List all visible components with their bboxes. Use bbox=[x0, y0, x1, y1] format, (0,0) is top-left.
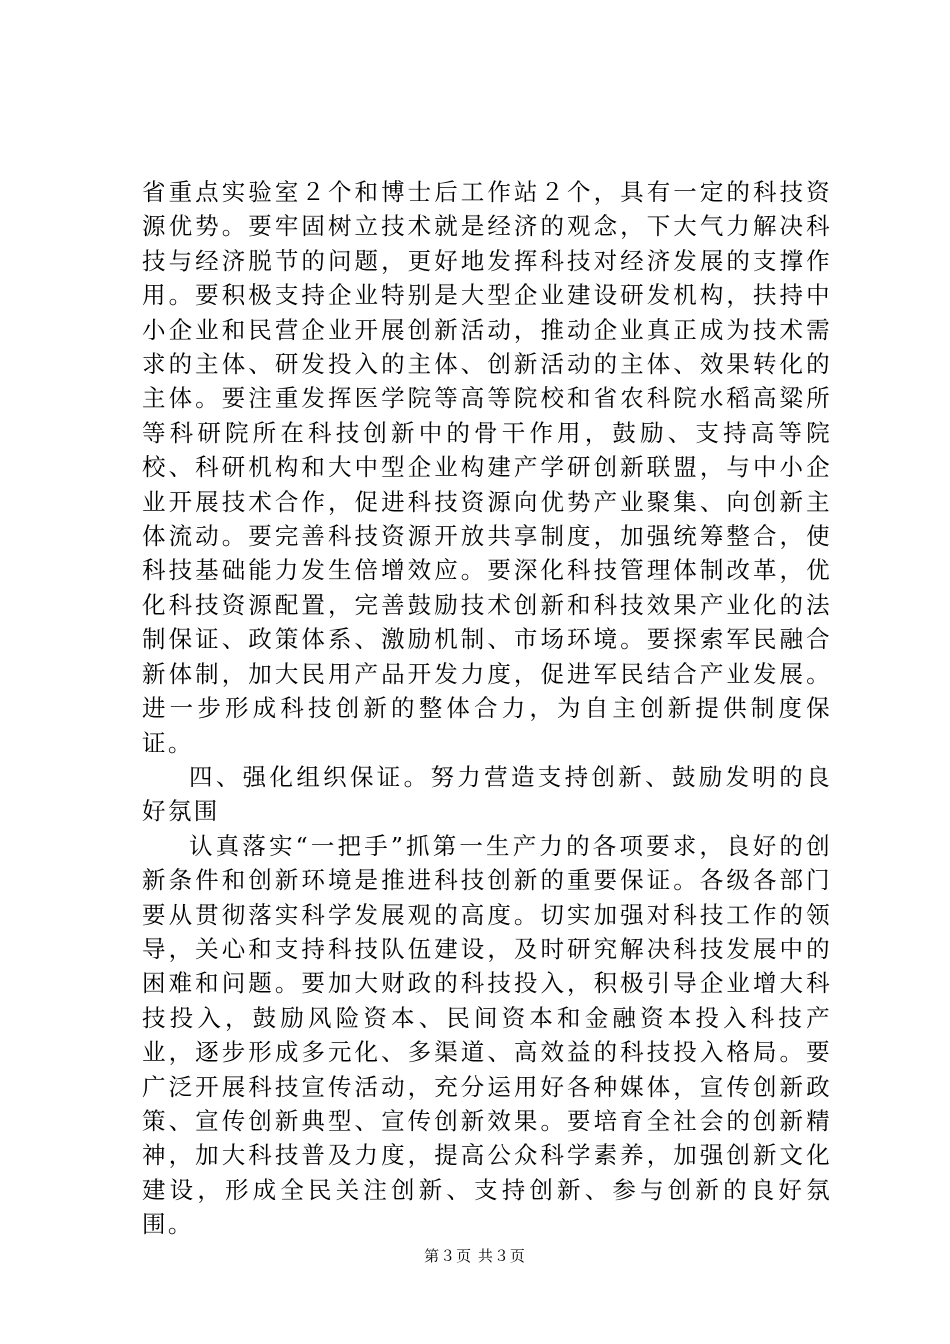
paragraph-innovation-environment: 认真落实“一把手”抓第一生产力的各项要求，良好的创新条件和创新环境是推进科技创新的重要保证。各级各部门要从贯彻落实科学发展观的高度。切实加强对科技工作的领导，关心和支持科技队伍建设，及时研究解决科技发展中的困难和问题。要加大财政的科技投入，积极引导企业增大科技投入，鼓励风险资本、民间资本和金融资本投入科技产业，逐步形成多元化、多渠道、高效益的科技投入格局。要广泛开展科技宣传活动，充分运用好各种媒体，宣传创新政策、宣传创新典型、宣传创新效果。要培育全社会的创新精神，加大科技普及力度，提高公众科学素养，加强创新文化建设，形成全民关注创新、支持创新、参与创新的良好氛围。 bbox=[142, 831, 832, 1239]
document-body bbox=[142, 175, 832, 1242]
paragraph-science-resources: 省重点实验室２个和博士后工作站２个，具有一定的科技资源优势。要牢固树立技术就是经济的观念，下大气力解决科技与经济脱节的问题，更好地发挥科技对经济发展的支撑作用。要积极支持企业特别是大型企业建设研发机构，扶持中小企业和民营企业开展创新活动，推动企业真正成为技术需求的主体、研发投入的主体、创新活动的主体、效果转化的主体。要注重发挥医学院等高等院校和省农科院水稻高粱所等科研院所在科技创新中的骨干作用，鼓励、支持高等院校、科研机构和大中型企业构建产学研创新联盟，与中小企业开展技术合作，促进科技资源向优势产业聚集、向创新主体流动。要完善科技资源开放共享制度，加强统筹整合，使科技基础能力发生倍增效应。要深化科技管理体制改革，优化科技资源配置，完善鼓励技术创新和科技效果产业化的法制保证、政策体系、激励机制、市场环境。要探索军民融合新体制，加大民用产品开发力度，促进军民结合产业发展。进一步形成科技创新的整体合力，为自主创新提供制度保证。 bbox=[142, 178, 832, 757]
page-number-footer: 第３页 共３页 bbox=[424, 1247, 526, 1265]
section-heading-organization: 四、强化组织保证。努力营造支持创新、鼓励发明的良好氛围 bbox=[142, 762, 832, 826]
